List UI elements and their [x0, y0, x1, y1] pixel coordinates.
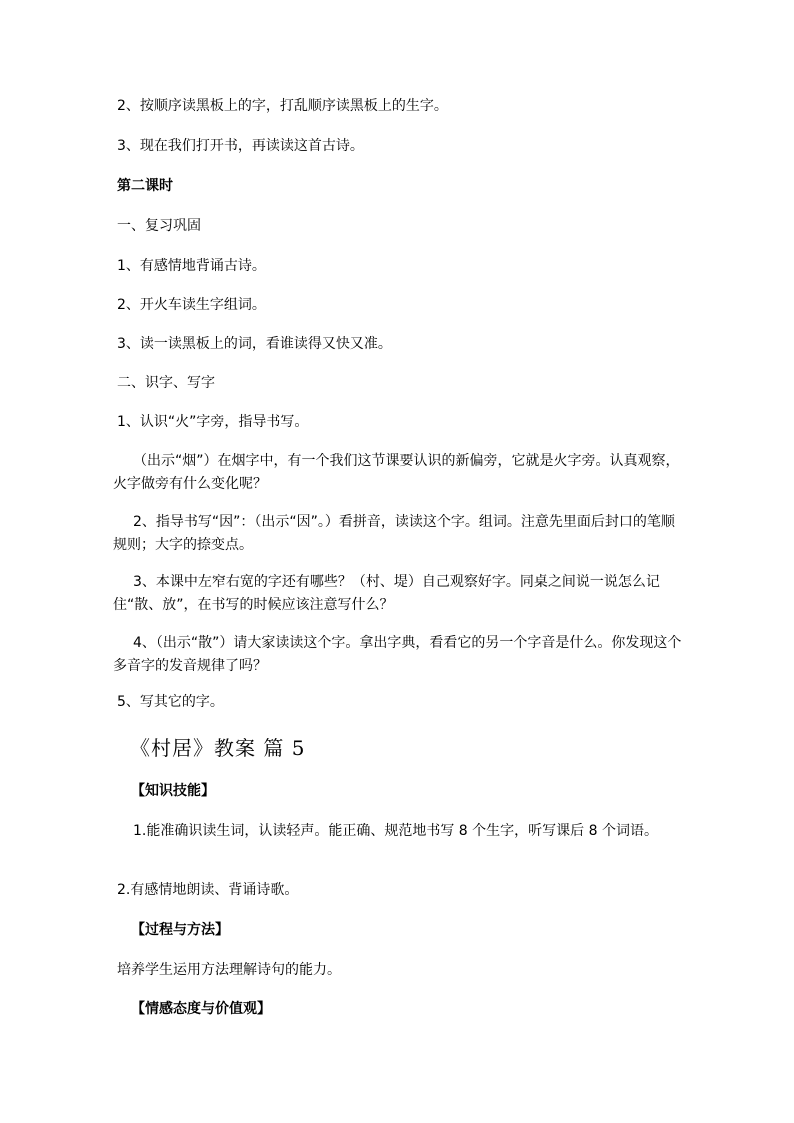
- text-line: 2.有感情地朗读、背诵诗歌。: [117, 882, 299, 898]
- paragraph: 3、本课中左窄右宽的字还有哪些？（村、堤）自己观察好字。同桌之间说一说怎么记住“散、放”，在书写的时候应该注意写什么？: [113, 574, 660, 613]
- paragraph: 2、指导书写“因”：（出示“因”。）看拼音，读读这个字。组词。注意先里面后封口的笔顺规则；大字的捺变点。: [113, 514, 675, 553]
- knowledge-heading: 【知识技能】: [131, 783, 215, 799]
- text-line: 二、识字、写字: [117, 375, 215, 391]
- process-heading: 【过程与方法】: [131, 922, 229, 938]
- paragraph: 4、（出示“散”）请大家读读这个字。拿出字典，看看它的另一个字音是什么。你发现这个多音字的发音规律了吗？: [113, 635, 682, 674]
- text-line: 2、按顺序读黑板上的字，打乱顺序读黑板上的生字。: [117, 98, 448, 114]
- paragraph: 1.能准确识读生词，认读轻声。能正确、规范地书写 8 个生字，听写课后 8 个词语。: [133, 823, 658, 839]
- text-line: 1、认识“火”字旁，指导书写。: [117, 414, 309, 430]
- text-line: 1、有感情地背诵古诗。: [117, 258, 266, 274]
- text-line: 3、现在我们打开书，再读读这首古诗。: [117, 138, 364, 154]
- text-line: 一、复习巩固: [117, 218, 201, 234]
- emotion-heading: 【情感态度与价值观】: [131, 1001, 271, 1017]
- lesson-heading: 第二课时: [117, 178, 173, 194]
- paragraph: （出示“烟”）在烟字中，有一个我们这节课要认识的新偏旁，它就是火字旁。认真观察，火字做旁有什么变化呢？: [113, 453, 680, 492]
- text-line: 5、写其它的字。: [117, 694, 224, 710]
- text-line: 培养学生运用方法理解诗句的能力。: [117, 962, 341, 978]
- text-line: 2、开火车读生字组词。: [117, 297, 266, 313]
- section-title: 《村居》教案 篇 5: [130, 736, 306, 760]
- text-line: 3、读一读黑板上的词，看谁读得又快又准。: [117, 336, 392, 352]
